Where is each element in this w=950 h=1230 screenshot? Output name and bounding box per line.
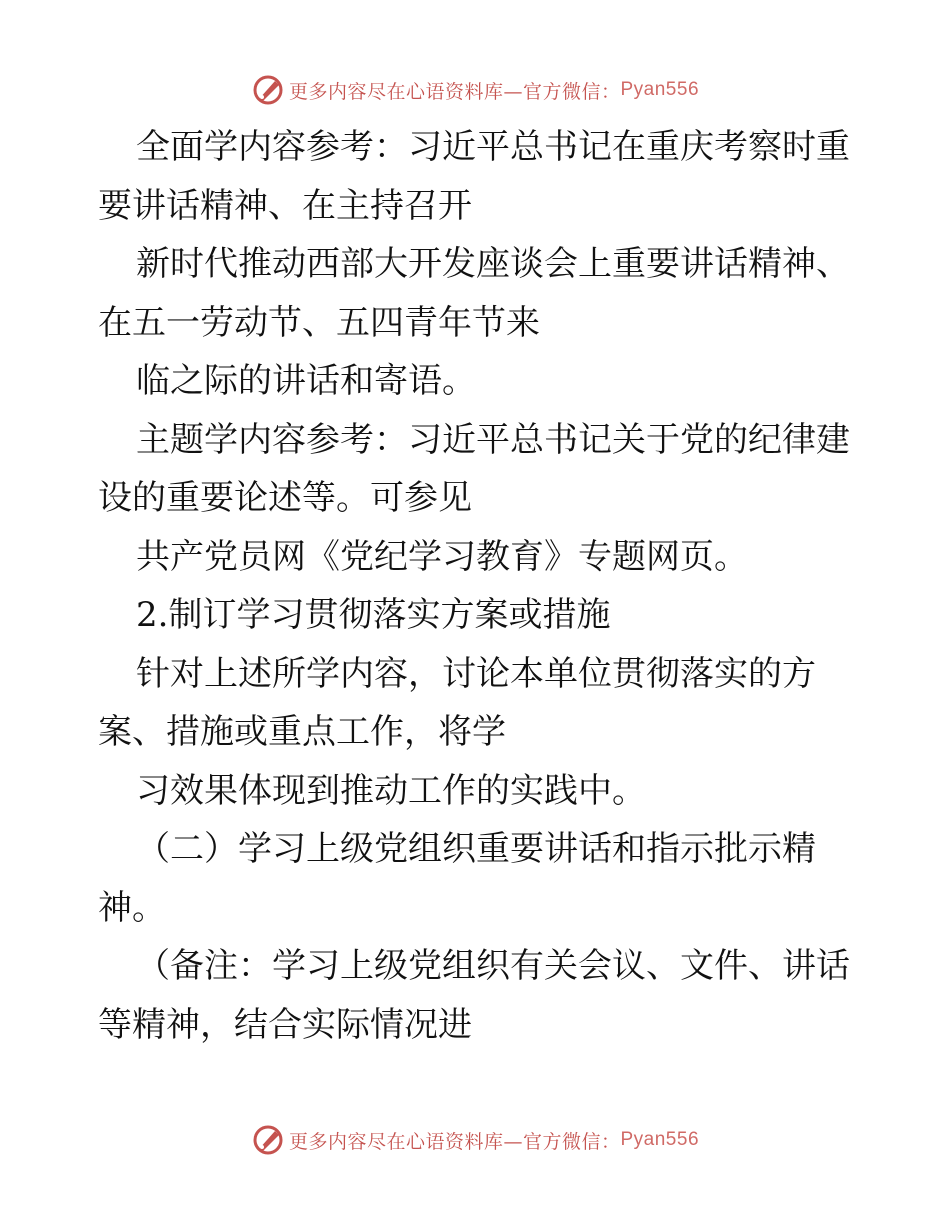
footer-banner-text: 更多内容尽在心语资料库— [288,1130,523,1153]
body-line: （备注：学习上级党组织有关会议、文件、讲话 [136,946,850,986]
document-body [98,118,868,1054]
body-line: （二）学习上级党组织重要讲话和指示批示精 [136,829,816,869]
body-line: 设的重要论述等。可参见 [98,478,472,518]
footer-wechat-id: Pyan556 [620,1129,700,1150]
body-line: 在五一劳动节、五四青年节来 [98,302,540,343]
body-line: 临之际的讲话和寄语。 [136,361,476,401]
body-line: 等精神，结合实际情况进 [98,1004,472,1045]
body-line: 针对上述所学内容，讨论本单位贯彻落实的方 [136,653,816,694]
body-line: 2.制订学习贯彻落实方案或措施 [136,595,611,635]
body-line: 全面学内容参考：习近平总书记在重庆考察时重 [136,127,850,167]
pen-circle-logo-icon [251,1123,285,1157]
header-wechat-id: Pyan556 [620,79,700,100]
body-line: 新时代推动西部大开发座谈会上重要讲话精神、 [136,244,850,284]
body-line: 主题学内容参考：习近平总书记关于党的纪律建 [136,419,850,460]
body-line: 习效果体现到推动工作的实践中。 [136,770,646,811]
body-line: 要讲话精神、在主持召开 [98,185,472,226]
header-banner-text: 更多内容尽在心语资料库— [288,80,523,103]
body-line: 共产党员网《党纪学习教育》专题网页。 [136,536,748,577]
header-banner [0,70,950,110]
body-line: 案、措施或重点工作，将学 [98,712,506,752]
body-line: 神。 [98,887,166,928]
footer-wechat-label: 官方微信： [522,1130,621,1153]
pen-circle-logo-icon [251,73,285,107]
footer-banner [0,1120,950,1160]
header-wechat-label: 官方微信： [522,80,621,103]
